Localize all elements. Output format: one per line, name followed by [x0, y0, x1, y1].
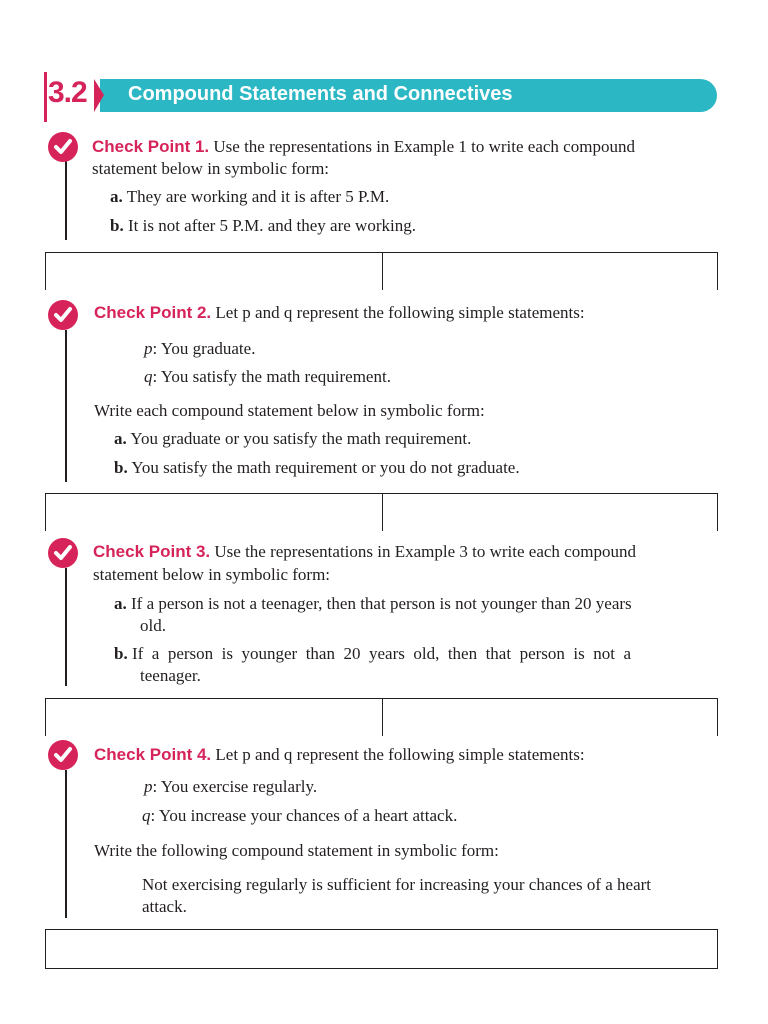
definition-p: : You graduate. [152, 339, 256, 358]
check-mark-icon [48, 740, 78, 770]
check-point-label: Check Point 1. [92, 137, 210, 156]
item-text: They are working and it is after 5 P.M. [126, 187, 390, 206]
check-point-1 [48, 128, 728, 240]
item-text: If a person is younger than 20 years old, then that person is not a [131, 644, 632, 663]
check-point-intro: Let p and q represent the following simple statements: [215, 745, 585, 764]
item-letter: a. [110, 187, 123, 206]
section-tick [44, 72, 47, 112]
definition-p: : You exercise regularly. [152, 777, 318, 796]
item-text: It is not after 5 P.M. and they are working. [127, 216, 416, 235]
check-point-rule [65, 770, 67, 918]
compound-statement-cont: attack. [142, 897, 187, 916]
variable-q: q [144, 367, 153, 386]
variable-p: p [144, 777, 153, 796]
definition-q: : You satisfy the math requirement. [152, 367, 391, 386]
check-point-rule [65, 158, 67, 240]
check-point-2 [48, 296, 728, 482]
section-tick-lower [44, 112, 47, 122]
answer-box-1[interactable] [45, 252, 718, 290]
check-point-4 [48, 738, 728, 918]
item-letter: a. [114, 429, 127, 448]
compound-statement: Not exercising regularly is sufficient for increasing your chances of a heart [142, 875, 652, 894]
answer-box-divider [382, 253, 383, 290]
section-title-bar [100, 79, 717, 112]
item-letter: b. [114, 458, 128, 477]
check-point-label: Check Point 2. [94, 303, 212, 322]
item-text-cont: old. [140, 616, 166, 635]
check-point-intro: Use the representations in Example 1 to write each compound [213, 137, 635, 156]
answer-box-divider [382, 699, 383, 736]
check-point-label: Check Point 3. [93, 542, 211, 561]
item-text: You satisfy the math requirement or you do not graduate. [131, 458, 520, 477]
check-mark-icon [48, 538, 78, 568]
check-point-intro-cont: statement below in symbolic form: [93, 565, 331, 584]
check-point-instruction: Write the following compound statement in symbolic form: [94, 841, 499, 860]
section-title: Compound Statements and Connectives [128, 83, 513, 105]
check-mark-icon [48, 132, 78, 162]
item-letter: b. [110, 216, 124, 235]
check-mark-icon [48, 300, 78, 330]
variable-q: q [142, 806, 151, 825]
answer-box-2[interactable] [45, 493, 718, 531]
check-point-instruction: Write each compound statement below in symbolic form: [94, 401, 485, 420]
check-point-rule [65, 330, 67, 482]
answer-box-4[interactable] [45, 929, 718, 969]
check-point-label: Check Point 4. [94, 745, 212, 764]
item-letter: b. [114, 644, 128, 663]
item-letter: a. [114, 594, 127, 613]
check-point-intro: Let p and q represent the following simple statements: [215, 303, 585, 322]
item-text-cont: teenager. [140, 666, 201, 685]
answer-box-divider [382, 494, 383, 531]
check-point-rule [65, 568, 67, 686]
check-point-intro-cont: statement below in symbolic form: [92, 159, 330, 178]
item-text: You graduate or you satisfy the math requirement. [130, 429, 472, 448]
check-point-3 [48, 536, 728, 686]
check-point-intro: Use the representations in Example 3 to write each compound [214, 542, 636, 561]
definition-q: : You increase your chances of a heart attack. [150, 806, 458, 825]
answer-box-3[interactable] [45, 698, 718, 736]
section-number: 3.2 [48, 76, 87, 109]
variable-p: p [144, 339, 153, 358]
item-text: If a person is not a teenager, then that person is not younger than 20 years [131, 594, 632, 613]
